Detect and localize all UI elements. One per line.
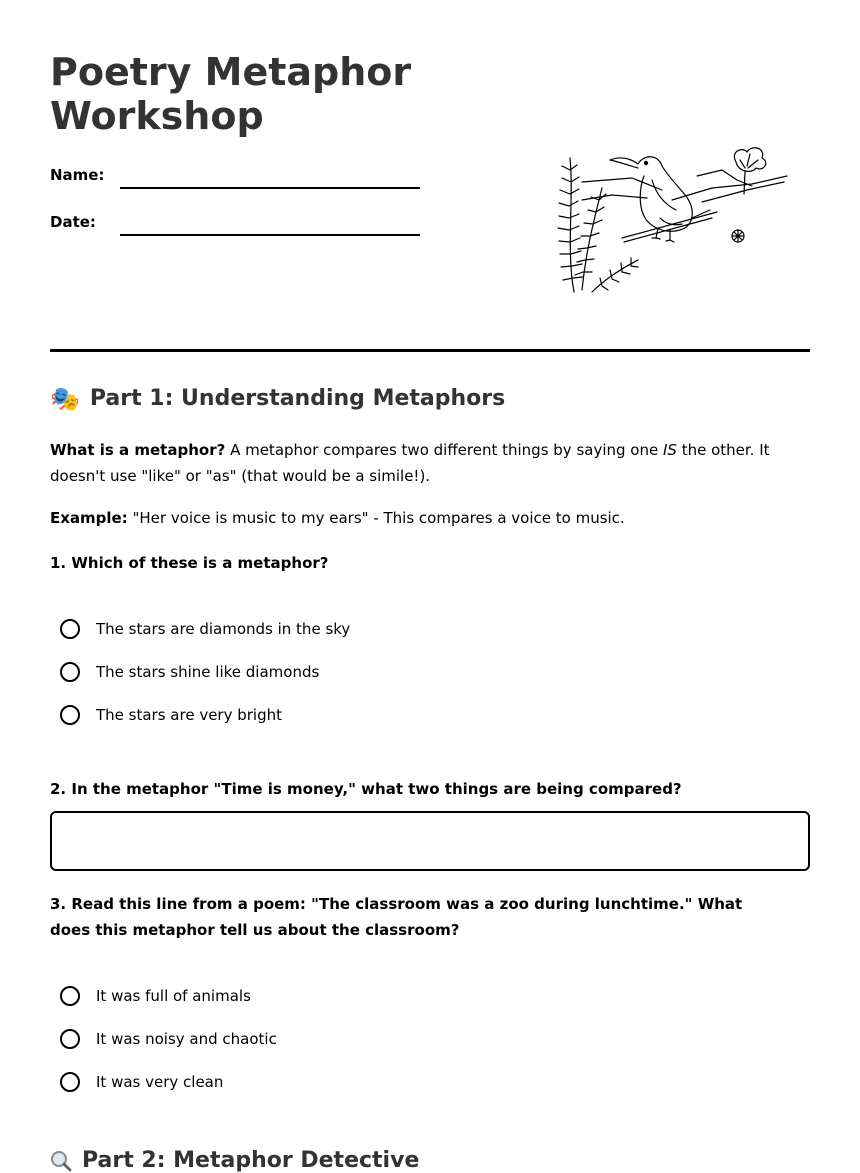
performing-arts-icon: 🎭 bbox=[50, 384, 80, 413]
definition-label: What is a metaphor? bbox=[50, 441, 226, 459]
q1-option-3[interactable] bbox=[60, 705, 282, 725]
q1-option-2[interactable] bbox=[60, 662, 319, 682]
option-label: It was noisy and chaotic bbox=[96, 1030, 277, 1048]
section-divider bbox=[50, 349, 810, 352]
part2-title: Part 2: Metaphor Detective bbox=[82, 1148, 420, 1173]
radio-button[interactable] bbox=[60, 986, 80, 1006]
q3-option-3[interactable] bbox=[60, 1072, 223, 1092]
example-text: "Her voice is music to my ears" - This compares a voice to music. bbox=[127, 509, 625, 527]
metaphor-definition bbox=[50, 437, 810, 489]
name-field[interactable] bbox=[120, 187, 420, 189]
example-label: Example: bbox=[50, 509, 128, 527]
part1-heading bbox=[50, 386, 505, 411]
question-2: 2. In the metaphor "Time is money," what two things are being compared? bbox=[50, 780, 682, 798]
q2-answer-input[interactable] bbox=[50, 811, 810, 871]
definition-emphasis: IS bbox=[662, 441, 677, 459]
q1-option-1[interactable] bbox=[60, 619, 350, 639]
part1-title: Part 1: Understanding Metaphors bbox=[89, 386, 506, 411]
radio-button[interactable] bbox=[60, 705, 80, 725]
q3-option-2[interactable] bbox=[60, 1029, 277, 1049]
name-label: Name: bbox=[50, 166, 105, 184]
date-field[interactable] bbox=[120, 234, 420, 236]
question-1: 1. Which of these is a metaphor? bbox=[50, 554, 329, 572]
definition-text: A metaphor compares two different things by saying one bbox=[225, 441, 663, 459]
option-label: It was very clean bbox=[96, 1073, 224, 1091]
date-label: Date: bbox=[50, 213, 96, 231]
radio-button[interactable] bbox=[60, 1072, 80, 1092]
kiwi-bird-illustration bbox=[552, 140, 792, 302]
option-label: The stars are diamonds in the sky bbox=[96, 620, 351, 638]
q3-option-1[interactable] bbox=[60, 986, 251, 1006]
radio-button[interactable] bbox=[60, 662, 80, 682]
page-title: Poetry Metaphor Workshop bbox=[50, 50, 412, 138]
option-label: The stars shine like diamonds bbox=[96, 663, 320, 681]
option-label: It was full of animals bbox=[96, 987, 251, 1005]
option-label: The stars are very bright bbox=[96, 706, 283, 724]
definition-text-continued: the other. It doesn't use "like" or "as" (that would be a simile!). bbox=[50, 441, 770, 485]
question-3: 3. Read this line from a poem: "The classroom was a zoo during lunchtime." What does this metaphor tell us about the classroom? bbox=[50, 895, 743, 939]
metaphor-example bbox=[50, 505, 810, 531]
radio-button[interactable] bbox=[60, 619, 80, 639]
radio-button[interactable] bbox=[60, 1029, 80, 1049]
